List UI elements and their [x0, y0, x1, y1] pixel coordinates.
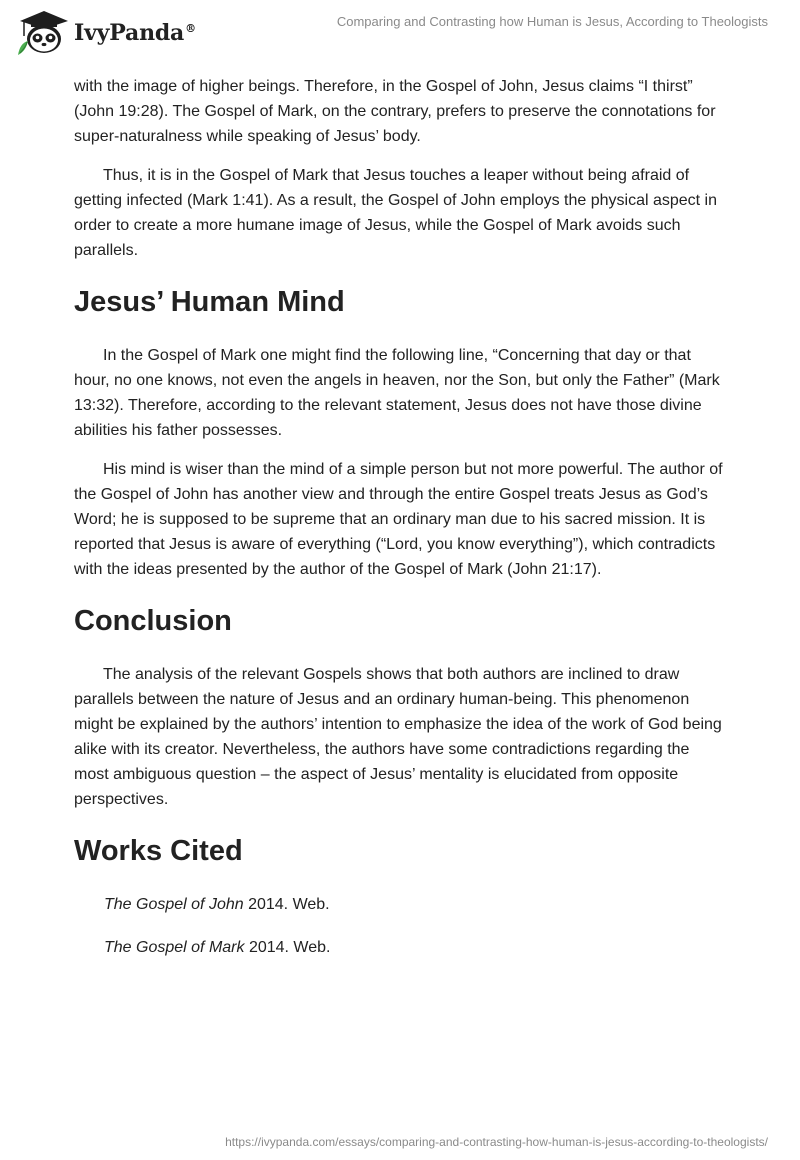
- section-heading-conclusion: Conclusion: [74, 605, 232, 637]
- document-title: Comparing and Contrasting how Human is Jesus, According to Theologists: [336, 14, 768, 29]
- ivypanda-logo[interactable]: [14, 9, 196, 57]
- paragraph: Thus, it is in the Gospel of Mark that Jesus touches a leaper without being afraid of getting infected (Mark 1:41). As a result, the Gospel of John employs the physical aspect in order to create a more humane image of Jesus, while the Gospel of Mark avoids such parallels.: [74, 167, 718, 259]
- paragraph: with the image of higher beings. Therefore, in the Gospel of John, Jesus claims “I thirst” (John 19:28). The Gospel of Mark, on the contrary, prefers to preserve the connotations for super-naturalness while speaking of Jesus’ body.: [74, 78, 716, 145]
- citation-details: 2014. Web.: [244, 939, 331, 956]
- brand-name: IvyPanda®: [74, 20, 196, 46]
- citation-details: 2014. Web.: [243, 896, 330, 913]
- panda-icon: [14, 9, 72, 57]
- paragraph: His mind is wiser than the mind of a simple person but not more powerful. The author of the Gospel of John has another view and through the entire Gospel treats Jesus as God’s Word; he is supposed to be supreme that an ordinary man due to his sacred mission. It is reported that Jesus is aware of everything (“Lord, you know everything”), which contradicts with the ideas presented by the author of the Gospel of Mark (John 21:17).: [74, 461, 723, 578]
- citation-title: The Gospel of John: [104, 896, 244, 913]
- citation-item: [74, 892, 726, 917]
- section-heading-human-mind: Jesus’ Human Mind: [74, 286, 345, 318]
- citation-title: The Gospel of Mark: [104, 939, 245, 956]
- source-url[interactable]: https://ivypanda.com/essays/comparing-and-contrasting-how-human-is-jesus-according-to-theologists/: [225, 1135, 768, 1149]
- section-heading-works-cited: Works Cited: [74, 835, 243, 867]
- paragraph: The analysis of the relevant Gospels shows that both authors are inclined to draw parallels between the nature of Jesus and an ordinary human-being. This phenomenon might be explained by the authors’ intention to emphasize the idea of the work of God being alike with its creator. Nevertheless, the authors have some contradictions regarding the most ambiguous question – the aspect of Jesus’ mentality is elucidated from opposite perspectives.: [74, 666, 722, 808]
- paragraph: In the Gospel of Mark one might find the following line, “Concerning that day or that hour, no one knows, not even the angels in heaven, nor the Son, but only the Father” (Mark 13:32). Therefore, according to the relevant statement, Jesus does not have those divine abilities his father possesses.: [74, 347, 720, 439]
- essay-content: [74, 74, 726, 978]
- citation-item: [74, 935, 726, 960]
- page-header: [0, 0, 800, 70]
